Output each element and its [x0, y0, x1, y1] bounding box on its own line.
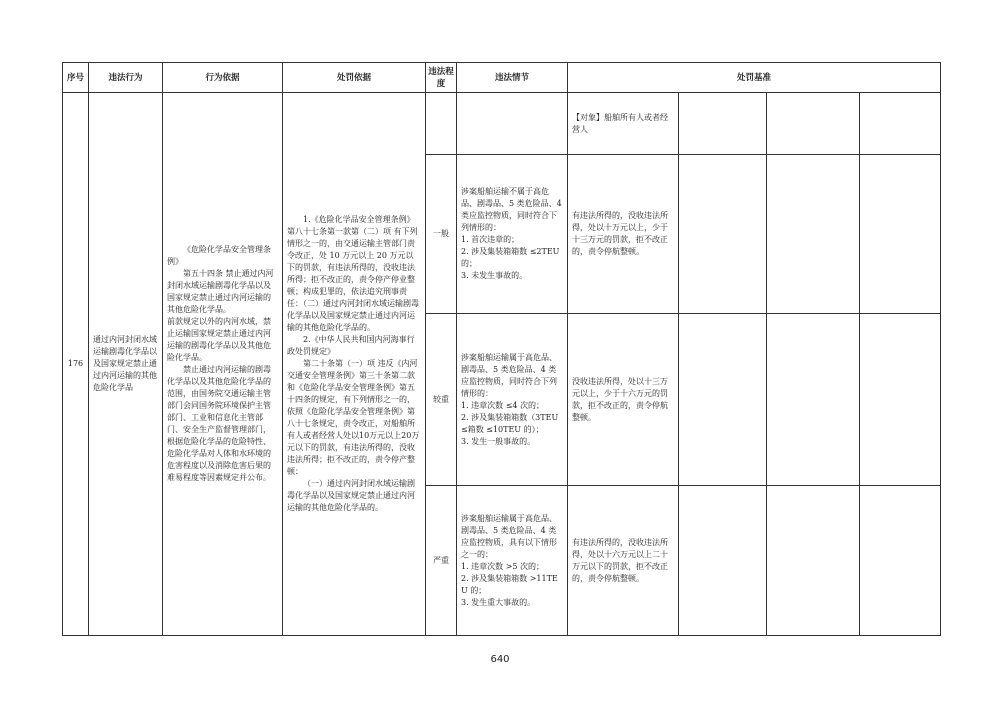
basis-cell: [163, 93, 283, 636]
page-number: 640: [490, 654, 510, 665]
standard-empty-cell: [860, 314, 941, 486]
circumstance-cell: [457, 155, 568, 314]
circumstance-line: 涉案船舶运输不属于高危品、剧毒品、5 类危险品、4 类应监控物质，同时符合下列情形的：: [461, 187, 562, 232]
standard-empty-cell: [679, 155, 767, 314]
degree-cell-empty: [426, 93, 457, 155]
circumstance-cell: [457, 314, 568, 486]
degree-cell: 一般: [426, 155, 457, 314]
table-row: [63, 93, 941, 155]
circumstance-line: 3. 发生一般事故的。: [461, 436, 536, 446]
circumstance-line: 2. 涉及集装箱箱数（3TEU ≤箱数 ≤10TEU 的）；: [461, 412, 559, 434]
degree-cell: 较重: [426, 314, 457, 486]
object-cell: 【对象】船舶所有人或者经营人: [568, 93, 679, 155]
circumstance-line: 1. 违章次数 >5 次的；: [461, 561, 545, 571]
standard-empty-cell: [860, 486, 941, 636]
standard-empty-cell: [767, 314, 860, 486]
circumstance-line: 1. 违章次数 ≤4 次的；: [461, 400, 545, 410]
behavior-cell: 通过内河封闭水域运输剧毒化学品以及国家规定禁止通过内河运输的其他危险化学品: [89, 93, 163, 636]
penalty-basis-line: 第二十条第（一）项 违反《内河交通安全管理条例》第三十条第二款和《危险化学品安全管理条例》第五十四条的规定，有下列情形之一的，依照《危险化学品安全管理条例》第八十七条规定，责令改正，对船舶所有人或者经营人处以10万元以上20万元以下的罚款，有违法所得的，没收违法所得；拒不改正的，责令停产整顿：: [287, 359, 420, 476]
header-circumstance: 违法情节: [457, 63, 568, 93]
standard-empty-cell: [679, 314, 767, 486]
basis-line: 禁止通过内河运输的剧毒化学品以及其他危险化学品的范围，由国务院交通运输主管部门会同国务院环境保护主管部门、工业和信息化主管部门、安全生产监督管理部门，根据危险化学品的危险特性、危险化学品对人体和水环境的危害程度以及消除危害后果的难易程度等因素规定并公布。: [167, 365, 271, 482]
standard-empty-cell: [767, 486, 860, 636]
standard-cell: 有违法所得的，没收违法所得，处以十六万元以上二十万元以下的罚款，拒不改正的，责令停航整顿。: [568, 486, 679, 636]
standard-empty-cell: [860, 93, 941, 155]
standard-cell: 有违法所得的，没收违法所得，处以十万元以上，少于十三万元的罚款，拒不改正的，责令停航整顿。: [568, 155, 679, 314]
penalty-basis-line: 2.《中华人民共和国内河海事行政处罚规定》: [287, 335, 415, 356]
basis-line: 前款规定以外的内河水域，禁止运输国家规定禁止通过内河运输的剧毒化学品以及其他危险化学品。: [167, 317, 271, 362]
degree-cell: 严重: [426, 486, 457, 636]
circumstance-line: 涉案船舶运输属于高危品、剧毒品、5 类危险品、4 类应监控物质，具有以下情形之一的：: [461, 513, 557, 559]
circumstance-line: 2. 涉及集装箱箱数 >11TEU 的；: [461, 573, 558, 595]
header-basis: 行为依据: [163, 63, 283, 93]
header-behavior: 违法行为: [89, 63, 163, 93]
circumstance-line: 3. 未发生事故的。: [461, 271, 528, 280]
standard-empty-cell: [767, 93, 860, 155]
basis-line: 《危险化学品安全管理条例》: [167, 245, 271, 266]
penalty-table: [62, 62, 941, 636]
seq-cell: 176: [63, 93, 89, 636]
header-standard: 处罚基准: [568, 63, 941, 93]
penalty-basis-cell: [283, 93, 426, 636]
standard-empty-cell: [679, 93, 767, 155]
penalty-basis-line: 1.《危险化学品安全管理条例》第八十七条第一款第（二）项 有下列情形之一的，由交通运输主管部门责令改正，处 10 万元以上 20 万元以下的罚款，有违法所得的，没收违法所得；拒不改正的，责令停产停业整顿；构成犯罪的，依法追究刑事责任：（二）通过内河封闭水域运输剧毒化学品以及国家规定禁止通过内河运输的其他危险化学品的。: [287, 215, 419, 332]
circumstance-line: 1. 首次违章的；: [461, 235, 520, 244]
standard-cell: 没收违法所得，处以十三万元以上，少于十六万元的罚款，拒不改正的，责令停航整顿。: [568, 314, 679, 486]
header-penalty-basis: 处罚依据: [283, 63, 426, 93]
header-row: [63, 63, 941, 93]
circumstance-line: 2. 涉及集装箱箱数 ≤2TEU 的；: [461, 247, 560, 268]
header-seq: 序号: [63, 63, 89, 93]
penalty-basis-line: （一）通过内河封闭水域运输剧毒化学品以及国家规定禁止通过内河运输的其他危险化学品的。: [287, 479, 415, 512]
circumstance-cell-empty: [457, 93, 568, 155]
standard-empty-cell: [767, 155, 860, 314]
basis-line: 第五十四条 禁止通过内河封闭水域运输剧毒化学品以及国家规定禁止通过内河运输的其他危险化学品。: [167, 269, 274, 314]
standard-empty-cell: [860, 155, 941, 314]
circumstance-line: 涉案船舶运输属于高危品、剧毒品、5 类危险品、4 类应监控物质，同时符合下列情形的：: [461, 352, 557, 398]
standard-empty-cell: [679, 486, 767, 636]
circumstance-line: 3. 发生重大事故的。: [461, 597, 536, 607]
circumstance-cell: [457, 486, 568, 636]
header-degree: 违法程度: [426, 63, 457, 93]
